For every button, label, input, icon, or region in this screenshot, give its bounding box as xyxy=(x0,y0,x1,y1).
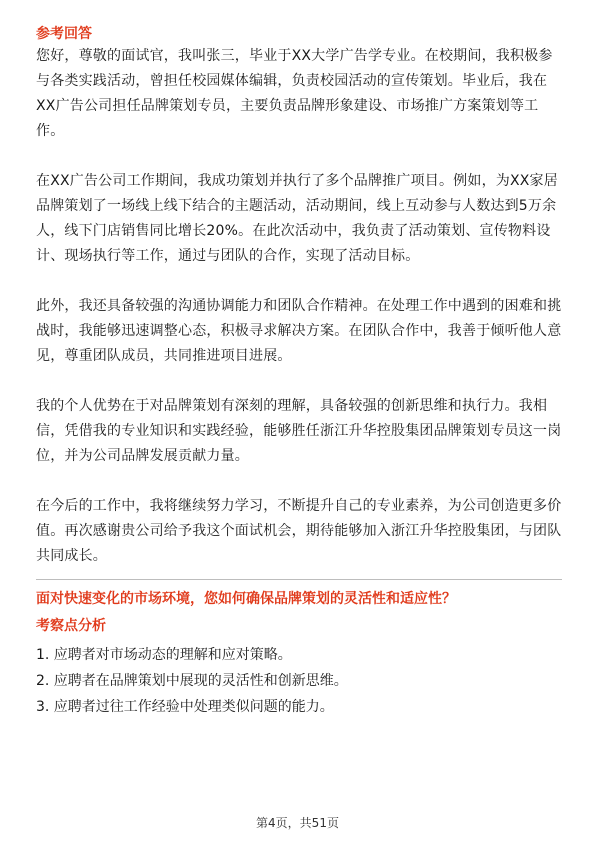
paragraph-intro: 您好，尊敬的面试官，我叫张三，毕业于XX大学广告学专业。在校期间，我积极参与各类实践活动，曾担任校园媒体编辑，负责校园活动的宣传策划。毕业后，我在XX广告公司担任品牌策划专员，主要负责品牌形象建设、市场推广方案策划等工作。 xyxy=(36,48,553,139)
section-divider xyxy=(36,579,562,580)
analysis-item: 1. 应聘者对市场动态的理解和应对策略。 xyxy=(36,647,292,663)
paragraph-strengths: 我的个人优势在于对品牌策划有深刻的理解，具备较强的创新思维和执行力。我相信，凭借我的专业知识和实践经验，能够胜任浙江升华控股集团品牌策划专员这一岗位，并为公司品牌发展贡献力量。 xyxy=(36,398,562,464)
answer-heading: 参考回答 xyxy=(36,26,92,42)
analysis-heading: 考察点分析 xyxy=(36,618,106,634)
interview-question: 面对快速变化的市场环境，您如何确保品牌策划的灵活性和适应性？ xyxy=(36,591,456,607)
analysis-item: 3. 应聘者过往工作经验中处理类似问题的能力。 xyxy=(36,699,334,715)
page-number: 第4页，共51页 xyxy=(256,816,339,830)
page-content xyxy=(36,24,562,720)
paragraph-teamwork: 此外，我还具备较强的沟通协调能力和团队合作精神。在处理工作中遇到的困难和挑战时，我能够迅速调整心态，积极寻求解决方案。在团队合作中，我善于倾听他人意见，尊重团队成员，共同推进项目进展。 xyxy=(36,298,562,364)
paragraph-closing: 在今后的工作中，我将继续努力学习，不断提升自己的专业素养，为公司创造更多价值。再次感谢贵公司给予我这个面试机会，期待能够加入浙江升华控股集团，与团队共同成长。 xyxy=(36,498,562,564)
paragraph-experience: 在XX广告公司工作期间，我成功策划并执行了多个品牌推广项目。例如，为XX家居品牌策划了一场线上线下结合的主题活动，活动期间，线上互动参与人数达到5万余人，线下门店销售同比增长20%。在此次活动中，我负责了活动策划、宣传物料设计、现场执行等工作，通过与团队的合作，实现了活动目标。 xyxy=(36,173,558,264)
analysis-item: 2. 应聘者在品牌策划中展现的灵活性和创新思维。 xyxy=(36,673,348,689)
